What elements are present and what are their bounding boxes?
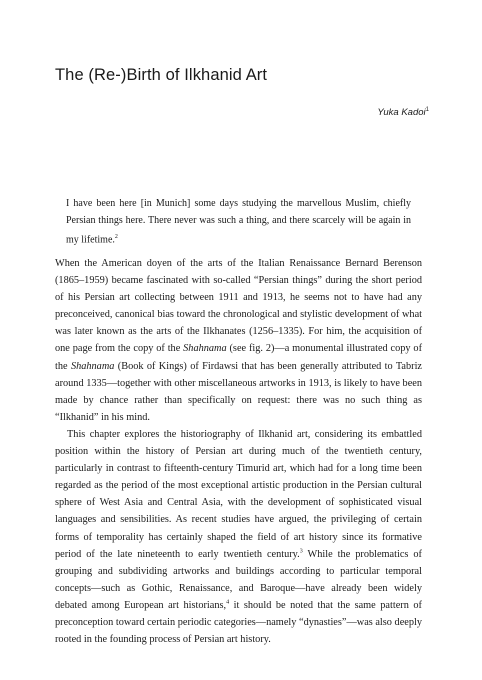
body-text — [55, 255, 422, 648]
author-name: Yuka Kadoi — [377, 107, 426, 119]
paragraph-2 — [55, 426, 422, 648]
italic-title-shahnama: Shahnama — [183, 343, 227, 355]
epigraph-footnote-ref[interactable]: 2 — [114, 234, 118, 240]
paragraph-2-text-a: This chapter explores the historiography of Ilkhanid art, considering its embattled position within the history of Persian art during much of the twentieth century, particularly in contrast to fifteenth-century Timurid art, which had for a long time been regarded as the period of the most exceptional artistic production in the Persian cultural sphere of West Asia and Central Asia, with the development of sophisticated visual languages and sensibilities. As recent studies have argued, the privileging of certain forms of temporality has certainly shaped the field of art history since its formative period of the late nineteenth to early twentieth century. — [55, 428, 422, 560]
paragraph-1-text-b: (see fig. 2)—a monumental illustrated copy of the — [55, 343, 422, 372]
footnote-ref-4[interactable]: 4 — [226, 599, 230, 606]
epigraph-text: I have been here [in Munich] some days studying the marvellous Muslim, chiefly Persian things here. There never was such a thing, and there scarcely will be again in my lifetime. — [66, 198, 411, 246]
author-byline — [250, 107, 429, 118]
footnote-ref-3[interactable]: 3 — [299, 548, 303, 555]
paragraph-1-text-a: When the American doyen of the arts of the Italian Renaissance Bernard Berenson (1865–1959) became fascinated with so-called “Persian things” during the short period of his Persian art collecting between 1911 and 1913, he seems not to have had any preconceived, canonical bias toward the chronological and stylistic development of what was later known as the arts of the Ilkhanates (1256–1335). For him, the acquisition of one page from the copy of the — [55, 258, 422, 355]
chapter-title: The (Re-)Birth of Ilkhanid Art — [55, 66, 268, 84]
paragraph-1 — [55, 255, 422, 426]
epigraph — [66, 195, 411, 248]
paragraph-2-text-b: While the problematics of grouping and subdividing artworks and buildings according to particular temporal concepts—such as Gothic, Renaissance, and Baroque—have already been widely debated among European art historians, — [55, 548, 422, 611]
italic-title-shahnama: Shahnama — [70, 360, 115, 372]
author-footnote-ref[interactable]: 1 — [425, 107, 429, 113]
paragraph-1-text-c: (Book of Kings) of Firdawsi that has been generally attributed to Tabriz around 1335—together with other miscellaneous artworks in 1913, is likely to have been made by chance rather than specifically on request: there was no such thing as “Ilkhanid” in his mind. — [55, 360, 422, 423]
paragraph-2-text-c: it should be noted that the same pattern of preconception toward certain periodic categories—namely “dynasties”—was also deeply rooted in the founding process of Persian art history. — [55, 599, 422, 646]
